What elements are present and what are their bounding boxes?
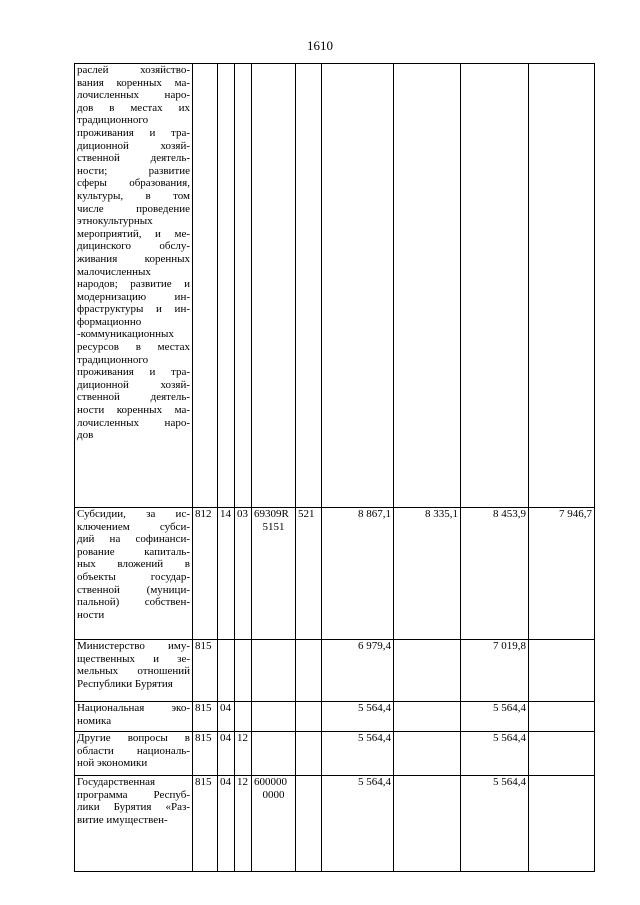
- table-row: [75, 732, 595, 776]
- expense-type-cell: [296, 776, 322, 872]
- table-row: [75, 64, 595, 508]
- amount-cell-1: 5 564,4: [322, 732, 394, 776]
- row-name-line: объекты государ-: [77, 570, 190, 583]
- row-name-line: области националь-: [77, 744, 190, 757]
- target-code-cell: [252, 702, 296, 732]
- row-name-line: формационно: [77, 315, 142, 328]
- row-name-line: ственной деятель-: [77, 152, 190, 165]
- amount-cell-2: [394, 776, 461, 872]
- row-name-line: Национальная эко-: [77, 702, 190, 714]
- amount-cell-4: [529, 776, 595, 872]
- row-name-line: пальной) собствен-: [77, 596, 190, 609]
- row-name-line: лочисленных наро-: [77, 416, 190, 429]
- amount-cell-4: [529, 640, 595, 702]
- row-name-line: культуры, в том: [77, 189, 190, 202]
- row-name-line: мероприятий, и ме-: [77, 227, 190, 240]
- subsection-code-cell: [235, 64, 252, 508]
- target-code-line: 600000: [254, 776, 287, 788]
- row-name-line: Другие вопросы в: [77, 732, 190, 744]
- section-code-cell: [218, 64, 235, 508]
- section-code-cell: 14: [218, 508, 235, 640]
- row-name-line: витие имуществен-: [77, 813, 168, 826]
- amount-cell-4: [529, 64, 595, 508]
- row-name-line: дицинского обслу-: [77, 240, 190, 253]
- target-code-cell: [252, 776, 296, 872]
- row-name-line: ственной деятель-: [77, 391, 190, 404]
- row-name-line: лики Бурятия «Раз-: [77, 801, 190, 814]
- row-name-line: ности: [77, 608, 105, 621]
- row-name-line: Министерство иму-: [77, 640, 190, 652]
- row-name-cell: [75, 702, 193, 732]
- ministry-code-cell: 815: [193, 640, 218, 702]
- subsection-code-cell: 03: [235, 508, 252, 640]
- row-name-line: программа Респуб-: [77, 788, 190, 801]
- ministry-code-cell: 815: [193, 776, 218, 872]
- amount-cell-1: 6 979,4: [322, 640, 394, 702]
- amount-cell-3: 7 019,8: [461, 640, 529, 702]
- subsection-code-cell: [235, 702, 252, 732]
- row-name-line: диционной хозяй-: [77, 378, 190, 391]
- row-name-cell: [75, 508, 193, 640]
- amount-cell-3: 5 564,4: [461, 732, 529, 776]
- row-name-line: проживания и тра-: [77, 126, 190, 139]
- amount-cell-4: [529, 732, 595, 776]
- amount-cell-2: [394, 702, 461, 732]
- row-name-line: народов; развитие и: [77, 278, 190, 291]
- expense-type-cell: [296, 732, 322, 776]
- row-name-line: щественных и зе-: [77, 652, 190, 665]
- amount-cell-4: [529, 702, 595, 732]
- row-name-line: Республики Бурятия: [77, 677, 173, 690]
- subsection-code-cell: 12: [235, 732, 252, 776]
- row-name-line: фраструктуры и ин-: [77, 303, 190, 316]
- ministry-code-cell: [193, 64, 218, 508]
- page-number: 1610: [307, 38, 333, 53]
- row-name-cell: [75, 640, 193, 702]
- row-name-line: дов в местах их: [77, 101, 190, 114]
- target-code-cell: [252, 64, 296, 508]
- row-name-line: дий на софинанси-: [77, 533, 190, 546]
- row-name-line: ресурсов в местах: [77, 341, 190, 354]
- row-name-line: числе проведение: [77, 202, 190, 215]
- amount-cell-2: 8 335,1: [394, 508, 461, 640]
- row-name-line: малочисленных: [77, 265, 151, 278]
- row-name-line: дов: [77, 429, 94, 442]
- target-code-line: 0000: [262, 788, 285, 801]
- amount-cell-3: 5 564,4: [461, 702, 529, 732]
- row-name-line: Субсидии, за ис-: [77, 508, 190, 520]
- target-code-cell: [252, 732, 296, 776]
- row-name-line: вания коренных ма-: [77, 76, 190, 89]
- target-code-line: 69309R: [254, 508, 289, 520]
- amount-cell-1: 5 564,4: [322, 776, 394, 872]
- subsection-code-cell: 12: [235, 776, 252, 872]
- expense-type-cell: [296, 64, 322, 508]
- row-name-line: Государственная: [77, 776, 156, 788]
- row-name-line: ключением субси-: [77, 520, 190, 533]
- amount-cell-2: [394, 640, 461, 702]
- row-name-line: номика: [77, 714, 112, 727]
- row-name-line: -коммуникационных: [77, 328, 174, 341]
- row-name-line: лочисленных наро-: [77, 89, 190, 102]
- row-name-line: ной экономики: [77, 757, 148, 770]
- target-code-cell: [252, 640, 296, 702]
- row-name-line: ности коренных ма-: [77, 404, 190, 417]
- subsection-code-cell: [235, 640, 252, 702]
- table-row: [75, 508, 595, 640]
- row-name-line: сферы образования,: [77, 177, 190, 190]
- amount-cell-1: 5 564,4: [322, 702, 394, 732]
- section-code-cell: 04: [218, 776, 235, 872]
- table-row: [75, 776, 595, 872]
- row-name-cell: [75, 732, 193, 776]
- table-row: [75, 702, 595, 732]
- section-code-cell: [218, 640, 235, 702]
- row-name-line: этнокультурных: [77, 215, 153, 228]
- amount-cell-4: 7 946,7: [529, 508, 595, 640]
- ministry-code-cell: 815: [193, 702, 218, 732]
- row-name-line: мельных отношений: [77, 665, 190, 678]
- section-code-cell: 04: [218, 702, 235, 732]
- expense-type-cell: 521: [296, 508, 322, 640]
- row-name-line: традиционного: [77, 353, 149, 366]
- ministry-code-cell: 812: [193, 508, 218, 640]
- section-code-cell: 04: [218, 732, 235, 776]
- amount-cell-1: [322, 64, 394, 508]
- amount-cell-2: [394, 732, 461, 776]
- amount-cell-3: [461, 64, 529, 508]
- amount-cell-2: [394, 64, 461, 508]
- row-name-cell: [75, 776, 193, 872]
- row-name-line: диционной хозяй-: [77, 139, 190, 152]
- amount-cell-3: 5 564,4: [461, 776, 529, 872]
- target-code-line: 5151: [262, 520, 285, 533]
- expense-type-cell: [296, 702, 322, 732]
- target-code-cell: [252, 508, 296, 640]
- row-name-line: живания коренных: [77, 252, 190, 265]
- row-name-line: проживания и тра-: [77, 366, 190, 379]
- amount-cell-3: 8 453,9: [461, 508, 529, 640]
- expense-type-cell: [296, 640, 322, 702]
- row-name-line: ных вложений в: [77, 558, 190, 571]
- table-row: [75, 640, 595, 702]
- row-name-line: ственной (муници-: [77, 583, 190, 596]
- amount-cell-1: 8 867,1: [322, 508, 394, 640]
- row-name-line: рование капиталь-: [77, 545, 190, 558]
- row-name-line: модернизацию ин-: [77, 290, 190, 303]
- row-name-line: традиционного: [77, 114, 149, 127]
- row-name-cell: [75, 64, 193, 508]
- budget-table: [74, 63, 595, 872]
- ministry-code-cell: 815: [193, 732, 218, 776]
- row-name-line: ности; развитие: [77, 164, 190, 177]
- row-name-line: раслей хозяйство-: [77, 64, 190, 76]
